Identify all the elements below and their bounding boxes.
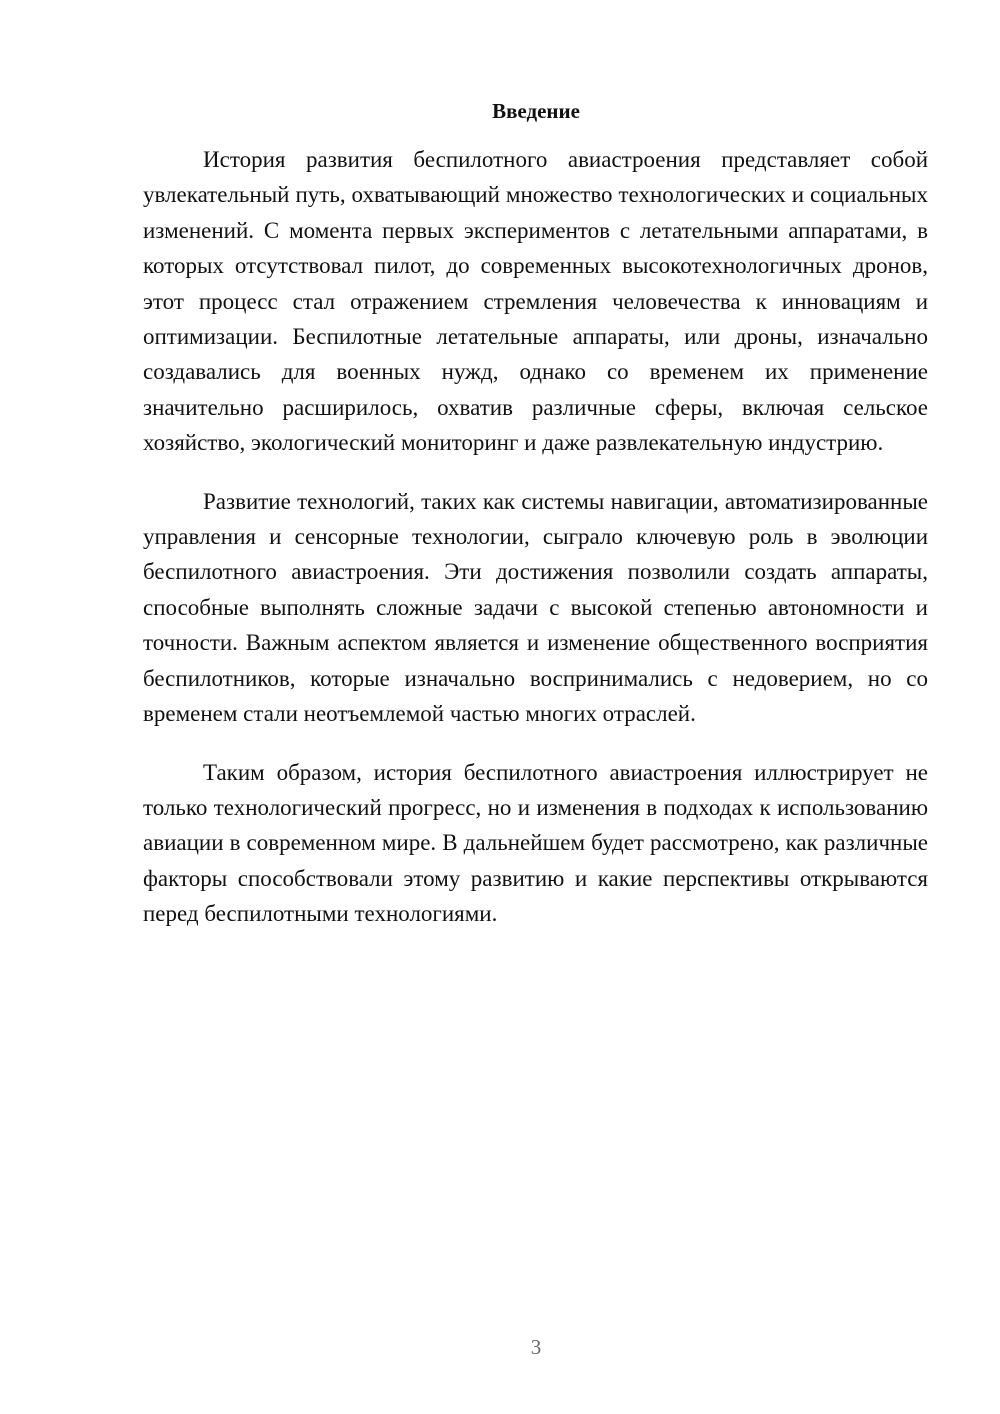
page-title: Введение (492, 99, 580, 123)
page-number: 3 (530, 1335, 542, 1359)
paragraph-1: История развития беспилотного авиастроения представляет собой увлекательный путь, охватывающий множество технологических и социальных изменений. С момента первых экспериментов с летательными аппаратами, в которых отсутствовал пилот, до современных высокотехнологичных дронов, этот процесс стал отражением стремления человечества к инновациям и оптимизации. Беспилотные летательные аппараты, или дроны, изначально создавались для военных нужд, однако со временем их применение значительно расширилось, охватив различные сферы, включая сельское хозяйство, экологический мониторинг и даже развлекательную индустрию. (143, 147, 928, 456)
paragraph-3: Таким образом, история беспилотного авиастроения иллюстрирует не только технологический прогресс, но и изменения в подходах к использованию авиации в современном мире. В дальнейшем будет рассмотрено, как различные факторы способствовали этому развитию и какие перспективы открываются перед беспилотными технологиями. (143, 759, 928, 927)
paragraph-2: Развитие технологий, таких как системы навигации, автоматизированные управления и сенсорные технологии, сыграло ключевую роль в эволюции беспилотного авиастроения. Эти достижения позволили создать аппараты, способные выполнять сложные задачи с высокой степенью автономности и точности. Важным аспектом является и изменение общественного восприятия беспилотников, которые изначально воспринимались с недоверием, но со временем стали неотъемлемой частью многих отраслей. (143, 488, 928, 727)
body-text (143, 142, 928, 955)
